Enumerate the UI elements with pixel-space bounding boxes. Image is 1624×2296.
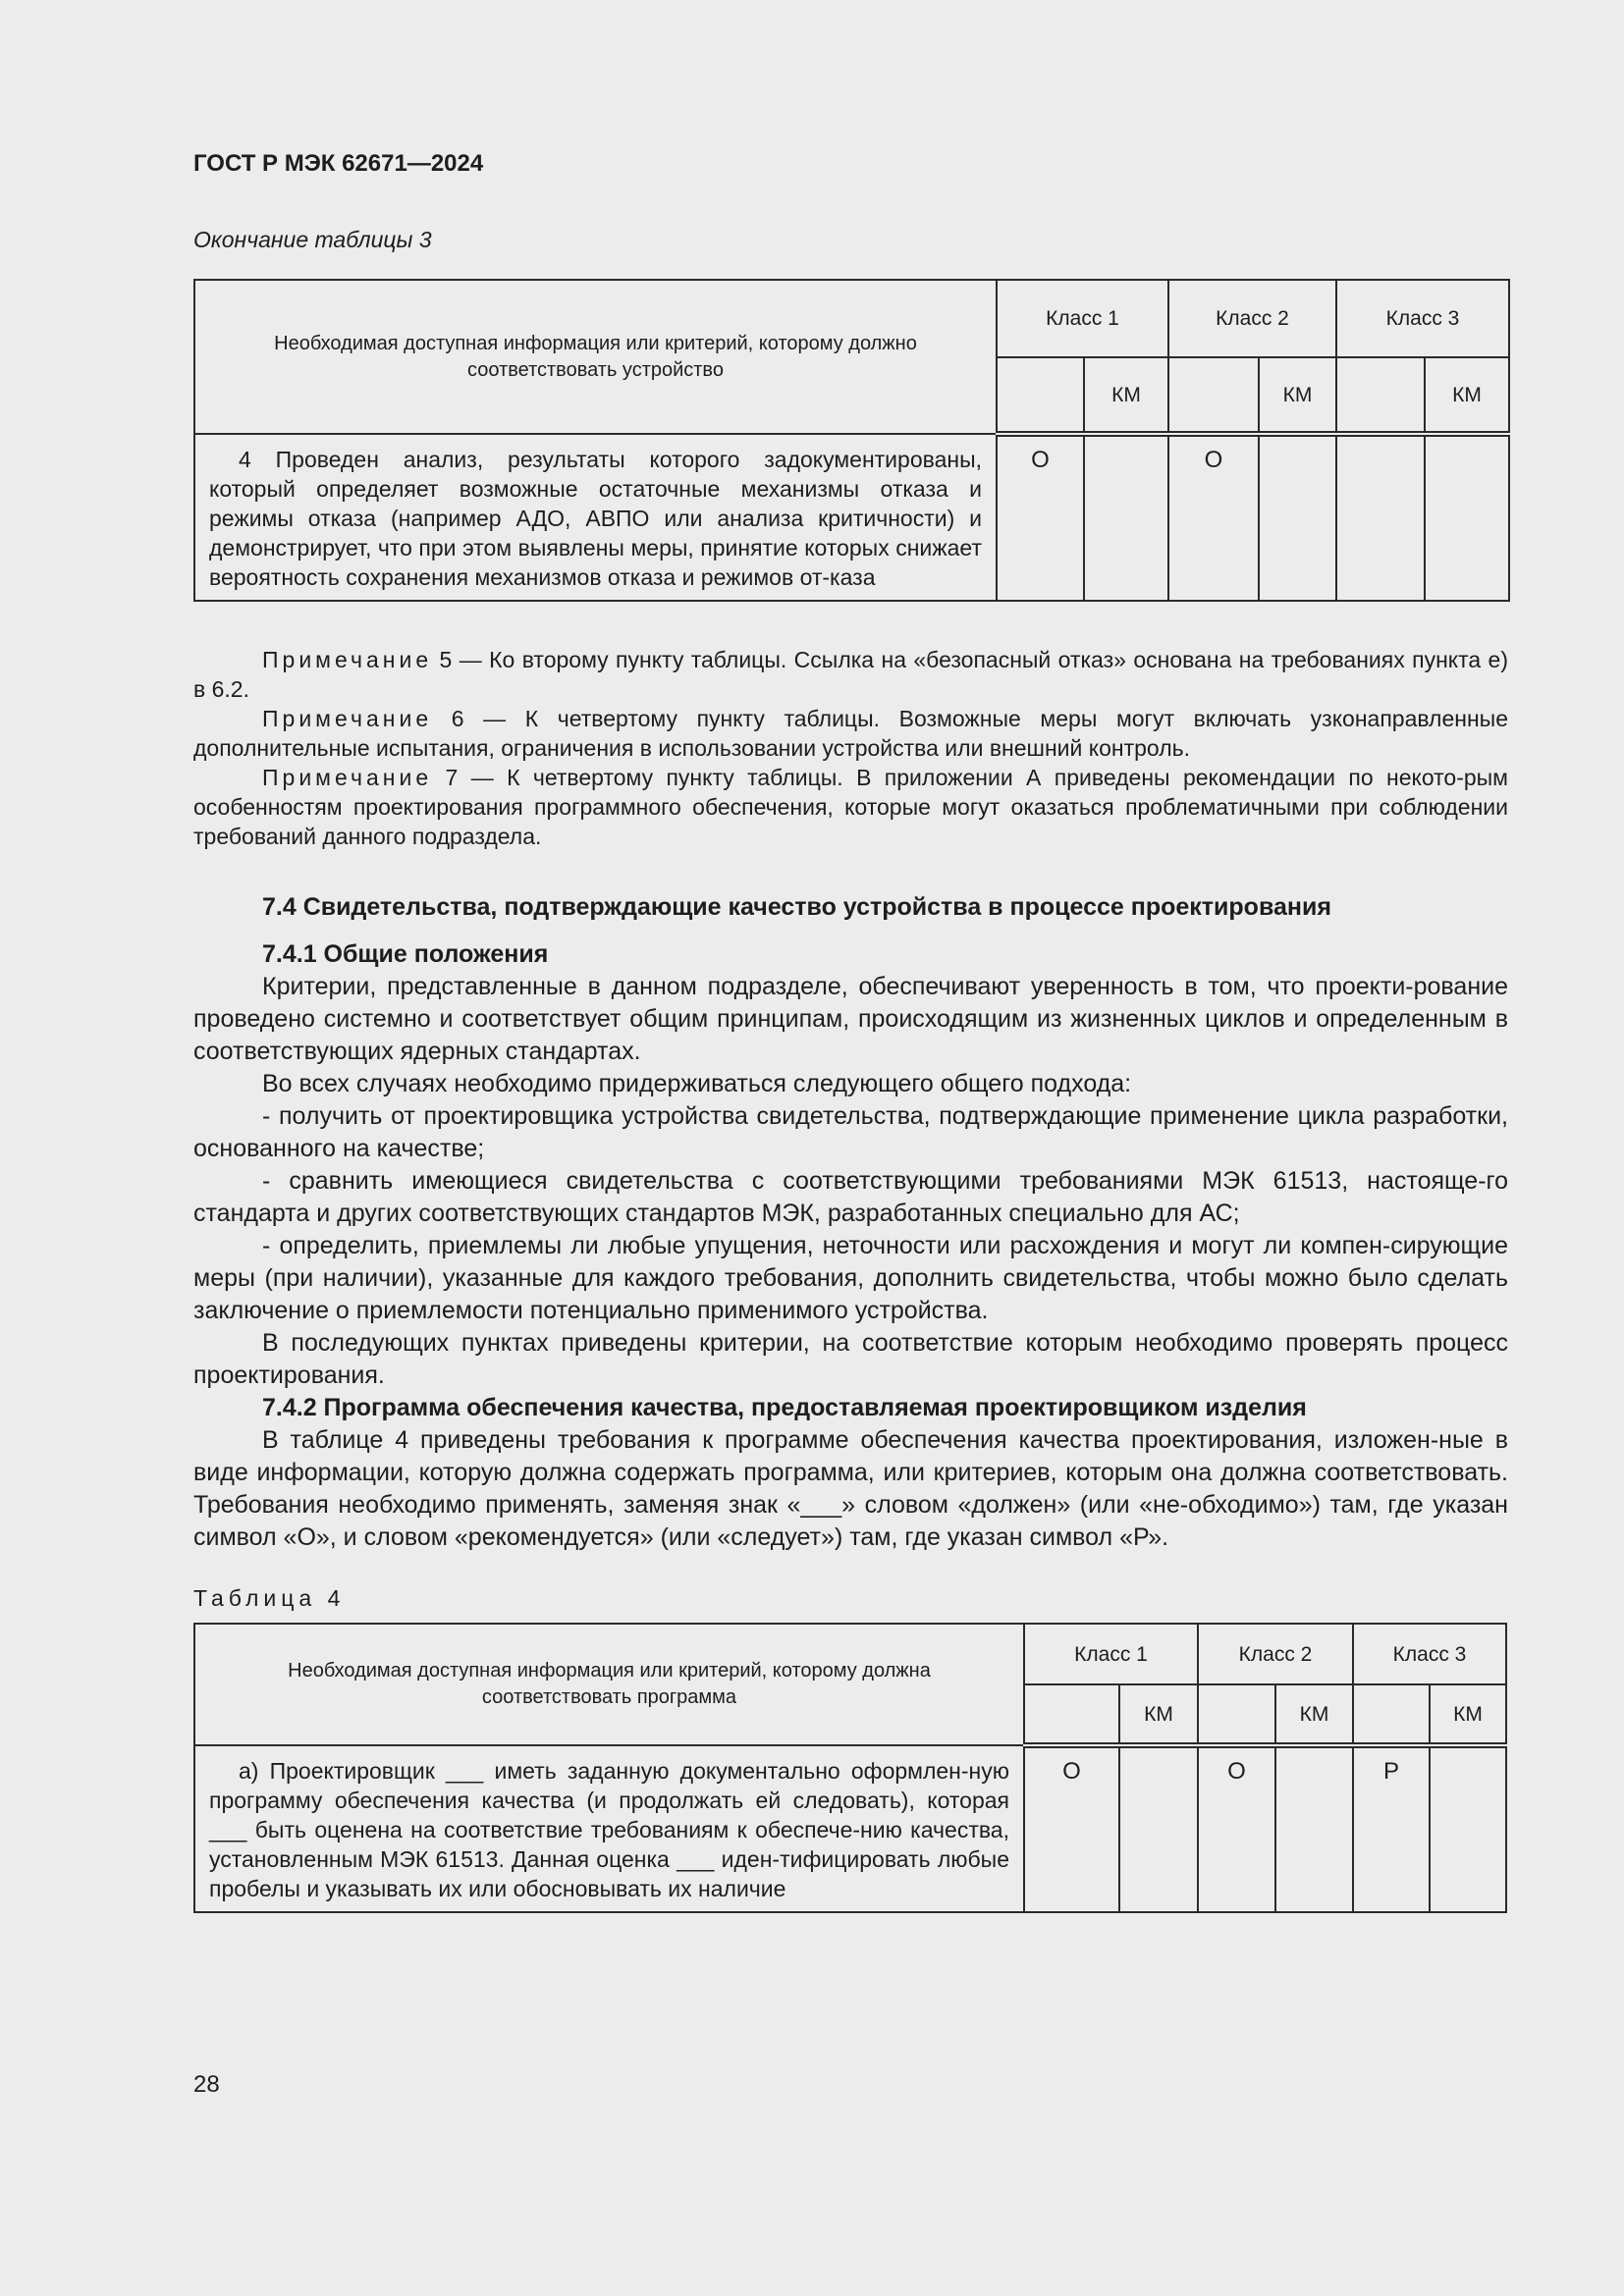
table3-mark-class3-km: [1425, 434, 1509, 601]
table3-mark-class1: О: [997, 434, 1084, 601]
section-body-1: [193, 971, 1508, 1392]
section-heading-7-4-1: 7.4.1 Общие положения: [262, 940, 549, 968]
table4-class2-blank: [1198, 1684, 1275, 1745]
table3-class1-km: КМ: [1084, 357, 1168, 434]
table3-mark-class3: [1336, 434, 1425, 601]
list-item: - определить, приемлемы ли любые упущения, неточности или расхождения и могут ли компен-сирующие меры (при наличии), указанные для каждого требования, дополнить свидетельства, чтобы можно было сделать заключение о приемлемости потенциально применимого устройства.: [193, 1232, 1508, 1324]
paragraph: Критерии, представленные в данном подразделе, обеспечивают уверенность в том, что проекти-рование проведено системно и соответствует общим принципам, происходящим из жизненных циклов и определенным в соответствующих ядерных стандартах.: [193, 973, 1508, 1065]
note-6: [193, 704, 1508, 763]
table3-class1-header: Класс 1: [997, 280, 1168, 357]
table3-class1-blank: [997, 357, 1084, 434]
table3-mark-class2-km: [1259, 434, 1336, 601]
table4-mark-class1: О: [1024, 1745, 1119, 1912]
table3-continuation-label: Окончание таблицы 3: [193, 227, 432, 252]
table4-class3-km: КМ: [1430, 1684, 1506, 1745]
list-item: - сравнить имеющиеся свидетельства с соответствующими требованиями МЭК 61513, настояще-го стандарта и других соответствующих стандартов МЭК, разработанных специально для АС;: [193, 1167, 1508, 1227]
table4-mark-class3: Р: [1353, 1745, 1430, 1912]
table4-mark-class2-km: [1275, 1745, 1353, 1912]
note-7-text: 7 — К четвертому пункту таблицы. В приложении А приведены рекомендации по некото-рым особенностям проектирования программного обеспечения, которые могут оказаться проблематичными при соблюдении требований данного подраздела.: [193, 765, 1508, 849]
table4-class2-km: КМ: [1275, 1684, 1353, 1745]
table4-label: Таблица 4: [193, 1585, 346, 1611]
table4-mark-class1-km: [1119, 1745, 1198, 1912]
table4-mark-class3-km: [1430, 1745, 1506, 1912]
section-heading-7-4-2: 7.4.2 Программа обеспечения качества, предоставляемая проектировщиком изделия: [262, 1394, 1307, 1421]
table-4: [193, 1623, 1507, 1913]
paragraph: Во всех случаях необходимо придерживаться следующего общего подхода:: [262, 1070, 1132, 1097]
note-word: Примечание: [262, 647, 433, 672]
notes-block: [193, 645, 1508, 851]
table4-row-text: а) Проектировщик ___ иметь заданную документально оформлен-ную программу обеспечения качества (и продолжать ей следовать), которая ___ быть оценена на соответствие требованиям к обеспече-нию качества, установленным МЭК 61513. Данная оценка ___ иден-тифицировать любые пробелы и указывать их или обосновывать их наличие: [194, 1745, 1024, 1912]
table4-class1-header: Класс 1: [1024, 1624, 1198, 1684]
table4-mark-class2: О: [1198, 1745, 1275, 1912]
table3-class2-header: Класс 2: [1168, 280, 1336, 357]
page-number: 28: [193, 2071, 220, 2098]
table3-row-text: 4 Проведен анализ, результаты которого задокументированы, который определяет возможные остаточные механизмы отказа и режимы отказа (например АДО, АВПО или анализа критичности) и демонстрирует, что при этом выявлены меры, принятие которых снижает вероятность сохранения механизмов отказа и режимов от-каза: [194, 434, 997, 601]
table-3: [193, 279, 1510, 602]
note-5: [193, 645, 1508, 704]
paragraph: В последующих пунктах приведены критерии, на соответствие которым необходимо проверять процесс проектирования.: [193, 1329, 1508, 1389]
note-word: Примечание: [262, 765, 433, 790]
table3-class3-blank: [1336, 357, 1425, 434]
table4-class3-header: Класс 3: [1353, 1624, 1506, 1684]
table4-class1-km: КМ: [1119, 1684, 1198, 1745]
paragraph: В таблице 4 приведены требования к программе обеспечения качества проектирования, изложен-ные в виде информации, которую должна содержать программа, или критериев, которым она должна соответствовать. Требования необходимо применять, заменяя знак «___» словом «должен» (или «не-обходимо») там, где указан символ «О», и словом «рекомендуется» (или «следует») там, где указан символ «Р».: [193, 1426, 1508, 1551]
table3-class3-header: Класс 3: [1336, 280, 1509, 357]
table3-mark-class2: О: [1168, 434, 1259, 601]
table3-mark-class1-km: [1084, 434, 1168, 601]
table-row: [194, 1745, 1506, 1912]
table4-class2-header: Класс 2: [1198, 1624, 1353, 1684]
section-heading-7-4: 7.4 Свидетельства, подтверждающие качество устройства в процессе проектирования: [262, 893, 1331, 921]
note-5-text: 5 — Ко второму пункту таблицы. Ссылка на «безопасный отказ» основана на требованиях пункта е) в 6.2.: [193, 647, 1509, 702]
table-row: [194, 434, 1509, 601]
document-page: [193, 147, 1508, 1913]
table4-criterion-header: Необходимая доступная информация или критерий, которому должна соответствовать программа: [194, 1624, 1024, 1745]
table3-class2-km: КМ: [1259, 357, 1336, 434]
note-7: [193, 763, 1508, 851]
table3-class3-km: КМ: [1425, 357, 1509, 434]
document-code: ГОСТ Р МЭК 62671—2024: [193, 150, 484, 177]
section-body-2: [193, 1424, 1508, 1554]
table3-criterion-header: Необходимая доступная информация или критерий, которому должно соответствовать устройство: [194, 280, 997, 434]
note-word: Примечание: [262, 706, 433, 731]
table3-class2-blank: [1168, 357, 1259, 434]
table4-class3-blank: [1353, 1684, 1430, 1745]
table4-class1-blank: [1024, 1684, 1119, 1745]
list-item: - получить от проектировщика устройства свидетельства, подтверждающие применение цикла разработки, основанного на качестве;: [193, 1102, 1508, 1162]
note-6-text: 6 — К четвертому пункту таблицы. Возможные меры могут включать узконаправленные дополнительные испытания, ограничения в использовании устройства или внешний контроль.: [193, 706, 1508, 761]
